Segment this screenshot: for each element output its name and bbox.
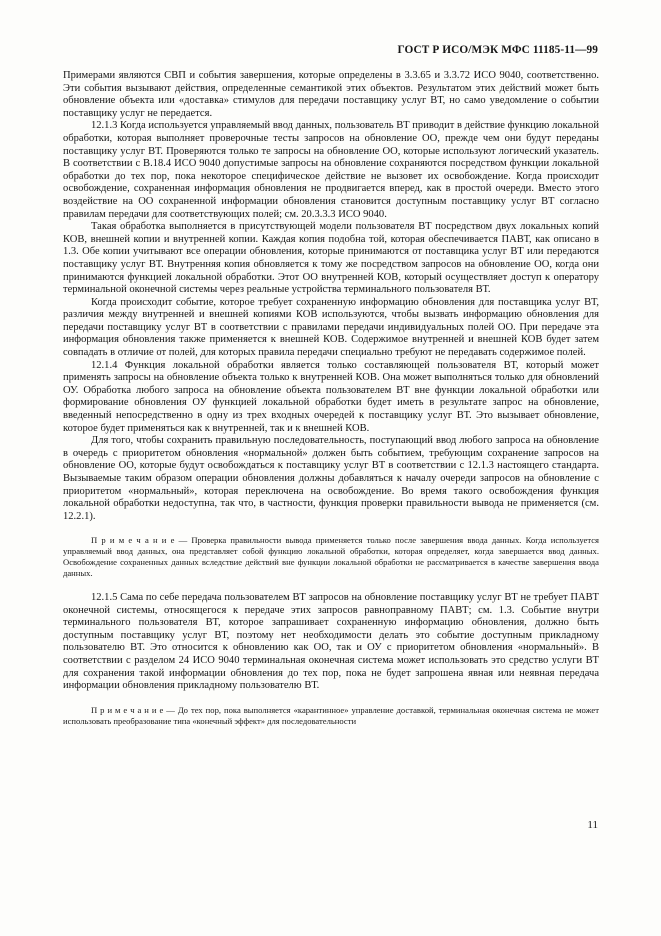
note-label: П р и м е ч а н и е xyxy=(91,535,175,546)
document-body xyxy=(63,70,599,727)
paragraph-12-1-3: 12.1.3 Когда используется управляемый ввод данных, пользователь ВТ приводит в действие функцию локальной обработки, которая выполняет проверочные тесты запросов на обновление ОО, прежде чем они будут переданы поставщику услуг ВТ. Проверяются только те запросы на обновление ОО, которые используют логический указатель. В соответствии с В.18.4 ИСО 9040 допустимые запросы на обновление сохраняются посредством функции локальной обработки до тех пор, пока некоторое специфическое действие не вызовет их освобождение. Когда происходит освобождение, сохраненная информация обновления не продвигается вперед, как в простой очереди. Вместо этого воздействие на ОО сохраненной информации обновления становится доступным поставщику услуг ВТ согласно правилам передачи для соответствующих полей; см. 20.3.3.3 ИСО 9040. xyxy=(63,120,599,220)
paragraph-intro: Примерами являются СВП и события завершения, которые определены в 3.3.65 и 3.3.72 ИСО 9040, соответственно. Эти события вызывают действия, определенные семантикой этих объектов. Результатом этих действий может быть обновление объекта или «доставка» стимулов для передачи поставщику услуг ВТ, но само уведомление о событии поставщику услуг не передается. xyxy=(63,70,599,119)
standard-header: ГОСТ Р ИСО/МЭК МФС 11185-11—99 xyxy=(397,44,598,56)
note-label: П р и м е ч а н и е xyxy=(91,704,164,715)
page-number: 11 xyxy=(587,819,598,831)
paragraph-12-1-4: 12.1.4 Функция локальной обработки является только составляющей пользователя ВТ, который может применять запросы на обновление объекта только к внутренней КОВ. Она может выполняться только для обновлений ОУ. Обработка любого запроса на обновление объекта пользователем ВТ вне функции локальной обработки или формирование обновления ОУ функцией локальной обработки будет иметь в результате запрос на обновление, введенный непосредственно в одну из трех входных очередей к поставщику услуг ВТ. Это вызывает обновление, которое будет применяться как к внутренней, так и к внешней КОВ. xyxy=(63,359,599,434)
paragraph-local-copies: Такая обработка выполняется в присутствующей модели пользователя ВТ посредством двух локальных копий КОВ, внешней копии и внутренней копии. Каждая копия подобна той, которая обеспечивается ПАВТ, как описано в 1.3. Обе копии учитывают все операции обновления, которые принимаются от поставщика услуг ВТ или передаются поставщику услуг ВТ. Внутренняя копия обновляется к тому же посредством запросов на обновление ОО, когда они принимаются функцией локальной обработки. Этот ОО внутренней КОВ, который осуществляет доступ к оператору терминальной оконечной системы через реальные устройства терминального пользователя ВТ. xyxy=(63,221,599,296)
note-validation xyxy=(63,535,599,579)
paragraph-event-update: Когда происходит событие, которое требует сохраненную информацию обновления для поставщика услуг ВТ, различия между внутренней и внешней копиями КОВ используются, чтобы вызвать информацию обновления для передачи поставщику услуг ВТ в соответствии с правилами передачи индивидуальных полей ОО. При передаче эта информация обновления также применяется к внешней КОВ. Содержимое внутренней и внешней КОВ будет затем совпадать в отличие от полей, для которых правила передачи специально требуют не передавать содержимое полей. xyxy=(63,296,599,359)
note-text: — Проверка правильности вывода применяется только после завершения ввода данных. Когда используется управляемый ввод данных, она представляет собой функцию локальной обработки, которая определяет, когда завершается ввод данных. Освобождение сохраненных данных вследствие действий вне функции локальной обработки не рассматривается в качестве завершения ввода данных. xyxy=(63,535,599,579)
note-quarantine xyxy=(63,705,599,727)
paragraph-12-1-5: 12.1.5 Сама по себе передача пользователем ВТ запросов на обновление поставщику услуг ВТ не требует ПАВТ оконечной системы, относящегося к передаче этих запросов равноправному ПАВТ; см. 1.3. Событие внутри терминального пользователя ВТ, которое запрашивает сохраненную информацию обновления, должно быть доступным поставщику услуг ВТ, поэтому нет необходимости делать это событие доступным прикладному пользователю ВТ. Это относится к обновлению как ОО, так и ОУ с приоритетом обновления «нормальный». В соответствии с разделом 24 ИСО 9040 терминальная оконечная система может использовать это средство услуги ВТ для сохранения такой информации обновления до тех пор, пока не будет запрошена явная или неявная передача информации обновления прикладному пользователю ВТ. xyxy=(63,592,599,692)
note-text: — До тех пор, пока выполняется «карантинное» управление доставкой, терминальная оконечная система не может использовать преобразование типа «конечный эффект» для последовательности xyxy=(63,704,600,726)
paragraph-sequence: Для того, чтобы сохранить правильную последовательность, поступающий ввод любого запроса на обновление в очередь с приоритетом обновления «нормальной» должен быть событием, требующим сохранение запросов на обновление ОО, которые будут освобождаться к поставщику услуг ВТ в соответствии с 12.1.3 настоящего стандарта. Вызываемые таким образом операции обновления должны добавляться к началу очереди запросов на обновление с приоритетом «нормальный», которая переключена на освобождение. Во время такого освобождения функция локальной обработки недоступна, так что, в частности, функция проверки правильности вывода не применяется (см. 12.2.1). xyxy=(63,435,599,522)
